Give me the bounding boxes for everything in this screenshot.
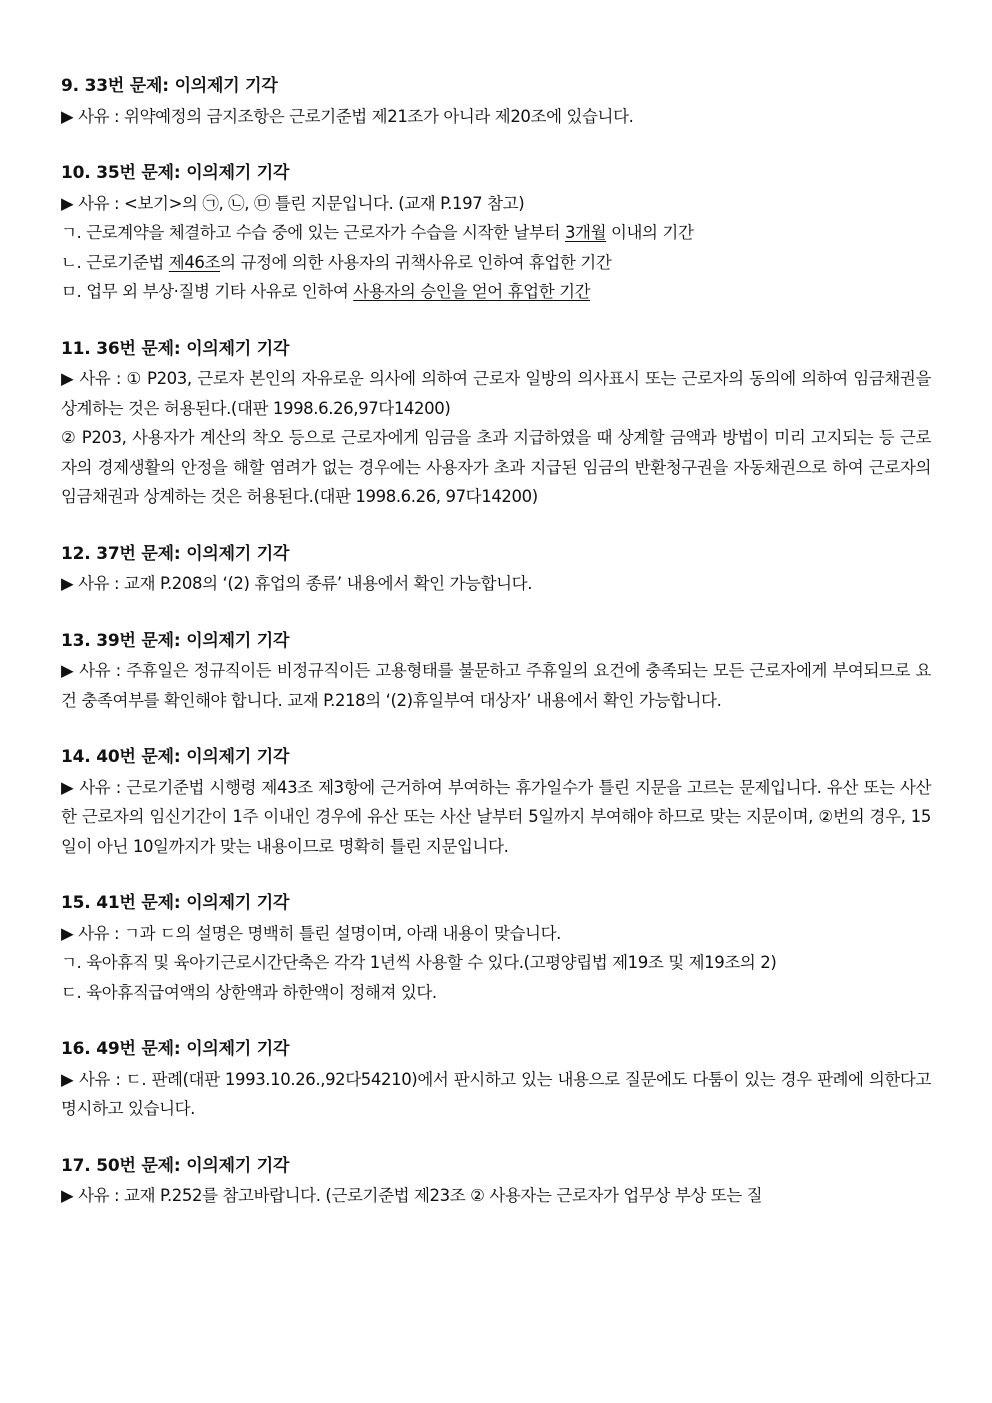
section-title: 11. 36번 문제: 이의제기 기각 — [61, 338, 290, 359]
section-12 — [61, 540, 931, 599]
section-13 — [61, 627, 931, 716]
list-item-nieun — [61, 248, 931, 278]
item-text: ㅁ. 업무 외 부상·질병 기타 사유로 인하여 — [61, 282, 354, 301]
reason-text: ▶ 사유 : 위약예정의 금지조항은 근로기준법 제21조가 아니라 제20조에 있습니다. — [61, 106, 634, 126]
section-10 — [61, 159, 931, 307]
reason-text: ② P203, 사용자가 계산의 착오 등으로 근로자에게 임금을 초과 지급하였을 때 상계할 금액과 방법이 미리 고지되는 등 근로자의 경제생활의 안정을 해할 염려가 없는 경우에는 사용자가 초과 지급된 임금의 반환청구권을 자동채권으로 하여 근로자의 임금채권과 상계하는 것은 허용된다.(대판 1998.6.26, 97다14200) — [61, 428, 931, 506]
underlined-text: 사용자의 승인을 얻어 휴업한 기간 — [353, 282, 591, 301]
list-item-giyeok — [61, 218, 931, 248]
underlined-text: 3개월 — [564, 223, 607, 242]
section-title: 15. 41번 문제: 이의제기 기각 — [61, 893, 290, 913]
reason-text: ▶ 사유 : <보기>의 ㉠, ㉡, ㉤ 틀린 지문입니다. (교재 P.197 참고) — [61, 193, 525, 213]
section-16 — [61, 1035, 931, 1124]
item-text: 이내의 기간 — [606, 223, 694, 242]
list-item-digeut: ㄷ. 육아휴직급여액의 상한액과 하한액이 정해져 있다. — [61, 982, 437, 1002]
section-title: 17. 50번 문제: 이의제기 기각 — [61, 1155, 290, 1176]
reason-text: ▶ 사유 : ㄷ. 판례(대판 1993.10.26.,92다54210)에서 판시하고 있는 내용으로 질문에도 다툼이 있는 경우 판례에 의한다고 명시하고 있습니다. — [61, 1069, 931, 1118]
section-title: 12. 37번 문제: 이의제기 기각 — [61, 543, 290, 564]
reason-text: ▶ 사유 : ㄱ과 ㄷ의 설명은 명백히 틀린 설명이며, 아래 내용이 맞습니다. — [61, 923, 561, 943]
section-14 — [61, 743, 931, 861]
section-title: 14. 40번 문제: 이의제기 기각 — [61, 747, 290, 767]
item-text: ㄴ. 근로기준법 — [61, 252, 169, 272]
item-text: 의 규정에 의한 사용자의 귀책사유로 인하여 휴업한 기간 — [220, 252, 612, 272]
section-title: 9. 33번 문제: 이의제기 기각 — [61, 76, 278, 96]
list-item-mieum — [61, 277, 931, 307]
reason-text: ▶ 사유 : 교재 P.208의 ‘(2) 휴업의 종류’ 내용에서 확인 가능합니다. — [61, 574, 533, 593]
section-title: 10. 35번 문제: 이의제기 기각 — [61, 163, 290, 183]
section-11 — [61, 335, 931, 512]
section-9 — [61, 72, 931, 131]
document-page — [61, 72, 931, 1239]
reason-text: ▶ 사유 : 교재 P.252를 참고바랍니다. (근로기준법 제23조 ② 사용자는 근로자가 업무상 부상 또는 질 — [61, 1186, 763, 1205]
list-item-giyeok: ㄱ. 육아휴직 및 육아기근로시간단축은 각각 1년씩 사용할 수 있다.(고평양립법 제19조 및 제19조의 2) — [61, 953, 777, 972]
reason-text: ▶ 사유 : ① P203, 근로자 본인의 자유로운 의사에 의하여 근로자 일방의 의사표시 또는 근로자의 동의에 의하여 임금채권을 상계하는 것은 허용된다.(대판 1998.6.26,97다14200) — [61, 369, 931, 418]
reason-text: ▶ 사유 : 근로기준법 시행령 제43조 제3항에 근거하여 부여하는 휴가일수가 틀린 지문을 고르는 문제입니다. 유산 또는 사산한 근로자의 임신기간이 1주 이내인 경우에 유산 또는 사산 날부터 5일까지 부여해야 하므로 맞는 지문이며, ②번의 경우, 15일이 아닌 10일까지가 맞는 내용이므로 명확히 틀린 지문입니다. — [61, 777, 931, 856]
item-text: ㄱ. 근로계약을 체결하고 수습 중에 있는 근로자가 수습을 시작한 날부터 — [61, 223, 565, 242]
reason-text: ▶ 사유 : 주휴일은 정규직이든 비정규직이든 고용형태를 불문하고 주휴일의 요건에 충족되는 모든 근로자에게 부여되므로 요건 충족여부를 확인해야 합니다. 교재 P.218의 ‘(2)휴일부여 대상자’ 내용에서 확인 가능합니다. — [61, 661, 931, 710]
section-title: 16. 49번 문제: 이의제기 기각 — [61, 1039, 290, 1059]
section-17 — [61, 1152, 931, 1211]
section-title: 13. 39번 문제: 이의제기 기각 — [61, 630, 290, 651]
section-15 — [61, 889, 931, 1007]
underlined-text: 제46조 — [168, 252, 221, 272]
